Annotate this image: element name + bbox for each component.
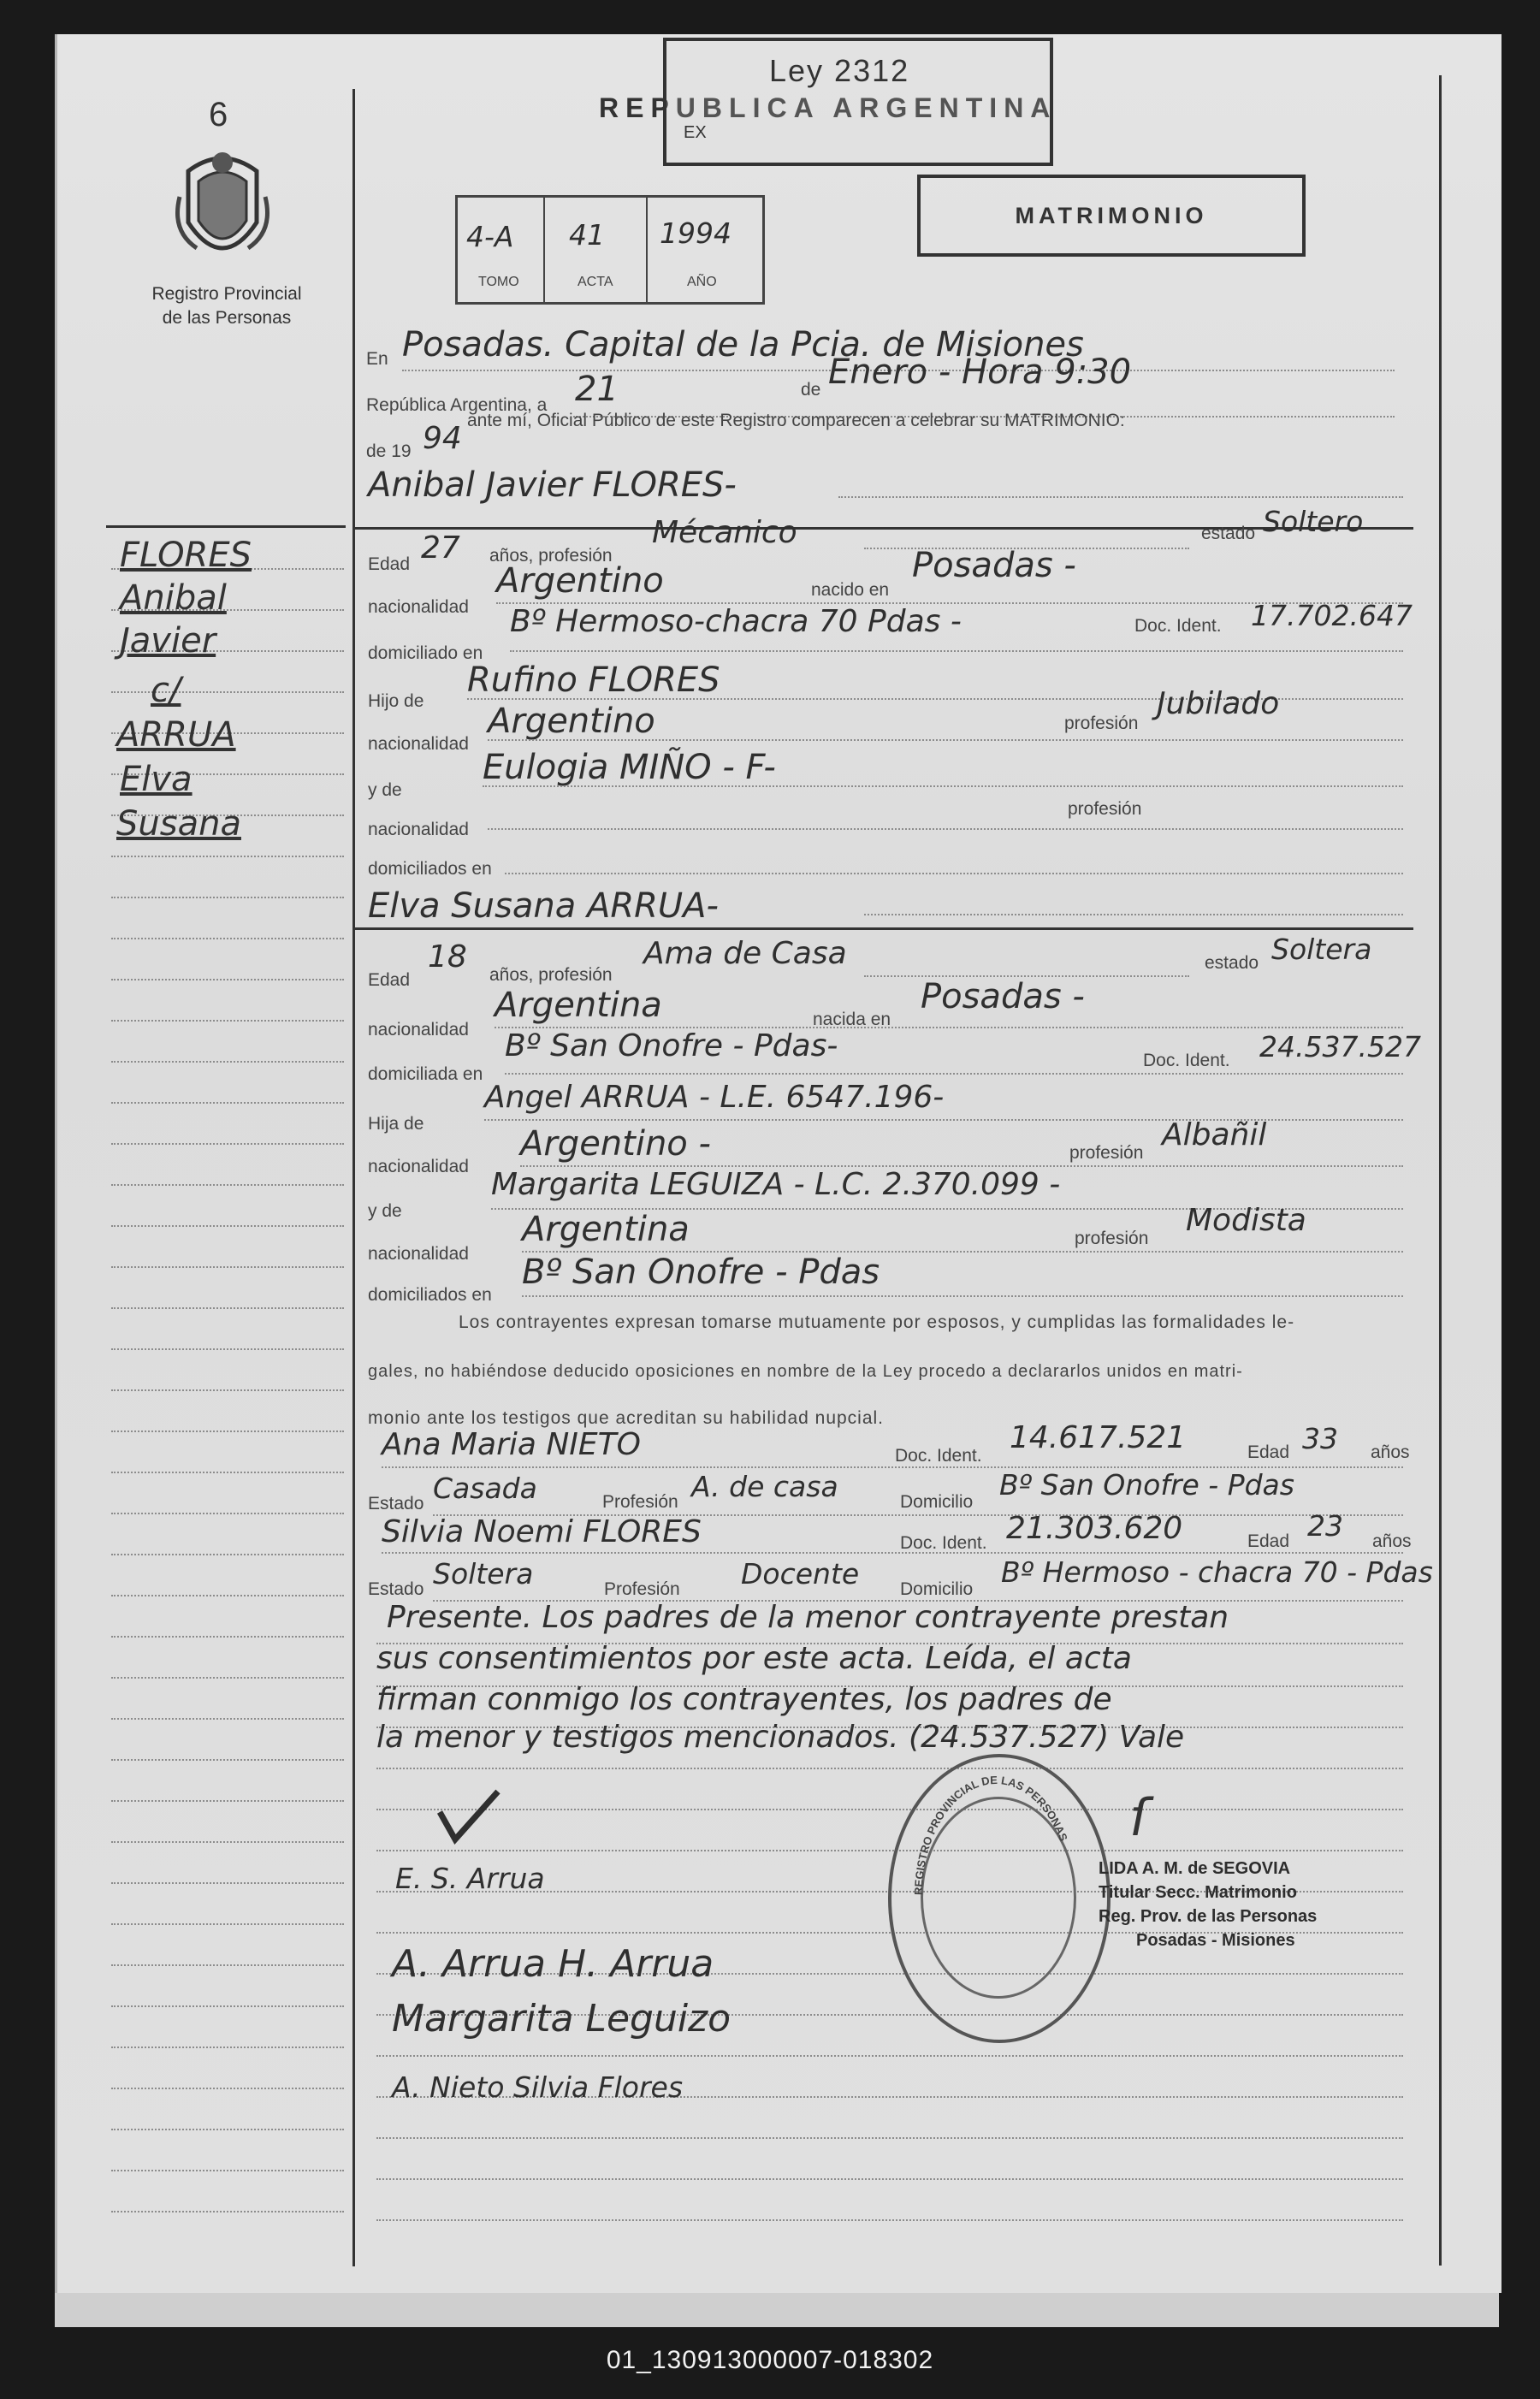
margin-connector: c/	[151, 671, 181, 710]
intro-place: Posadas. Capital de la Pcia. de Misiones	[402, 325, 1084, 364]
bride-father-nac-label: nacionalidad	[368, 1157, 469, 1176]
page-bottom-strip	[55, 2293, 1499, 2327]
law-stamp-ex: EX	[684, 123, 707, 142]
bride-anos-label: años, profesión	[489, 965, 613, 985]
official-org: Reg. Prov. de las Personas	[1099, 1907, 1318, 1926]
registry-name-line2: de las Personas	[162, 308, 292, 328]
bride-dom-label: domiciliada en	[368, 1064, 483, 1084]
witness2-anos-label: años	[1372, 1531, 1412, 1551]
acta-value: 41	[569, 218, 605, 252]
bride-yde-label: y de	[368, 1201, 402, 1221]
groom-estado: Soltero	[1263, 505, 1364, 538]
bride-address: Bº San Onofre - Pdas-	[505, 1028, 838, 1063]
note-line2: sus consentimientos por este acta. Leída, el acta	[376, 1641, 1132, 1676]
bride-mother-prof-label: profesión	[1075, 1229, 1149, 1248]
signature-3: Margarita Leguizo	[392, 1997, 732, 2041]
groom-address: Bº Hermoso-chacra 70 Pdas -	[510, 604, 962, 639]
groom-father-profession: Jubilado	[1157, 686, 1280, 721]
record-type-box: MATRIMONIO	[917, 175, 1306, 257]
witness2-doc: 21.303.620	[1006, 1511, 1183, 1546]
intro-month-time: Enero - Hora 9:30	[828, 352, 1132, 392]
margin-surname2: ARRUA	[116, 715, 236, 755]
signature-2: A. Arrua H. Arrua	[392, 1942, 714, 1986]
bride-domiciliados-label: domiciliados en	[368, 1285, 492, 1305]
tomo-value: 4-A	[466, 220, 514, 253]
witness1-address: Bº San Onofre - Pdas	[999, 1468, 1294, 1502]
groom-nac-label: nacionalidad	[368, 597, 469, 617]
bride-estado-label: estado	[1205, 953, 1259, 973]
witness1-doc-label: Doc. Ident.	[895, 1446, 982, 1466]
witness1-dom-label: Domicilio	[900, 1492, 974, 1512]
groom-mother: Eulogia MIÑO - F-	[483, 748, 776, 787]
groom-father-nationality: Argentino	[488, 702, 655, 741]
margin-first4: Susana	[116, 804, 241, 844]
page-number: 6	[209, 96, 228, 133]
official-city: Posadas - Misiones	[1136, 1931, 1295, 1950]
bride-hija-label: Hija de	[368, 1114, 424, 1134]
tomo-label: TOMO	[478, 275, 519, 289]
country-title: REPUBLICA ARGENTINA	[599, 92, 1057, 123]
groom-father-prof-label: profesión	[1064, 714, 1139, 733]
margin-surname: FLORES	[120, 536, 252, 575]
bride-age: 18	[428, 939, 467, 974]
margin-first3: Elva	[120, 760, 192, 799]
witness2-age: 23	[1307, 1509, 1343, 1543]
right-frame-rule	[1439, 75, 1442, 2266]
seal-text: REGISTRO PROVINCIAL DE LAS PERSONAS	[911, 1773, 1070, 1896]
bride-doc: 24.537.527	[1259, 1030, 1421, 1063]
law-stamp-text: Ley 2312	[769, 53, 910, 88]
official-name: LIDA A. M. de SEGOVIA	[1099, 1859, 1291, 1878]
groom-domiciliados-label: domiciliados en	[368, 859, 492, 879]
coat-of-arms-icon	[171, 145, 274, 278]
official-block	[1099, 1857, 1317, 1952]
declaration-line2: gales, no habiéndose deducido oposiciones en nombre de la Ley procedo a declararlos unidos en matri-	[368, 1362, 1243, 1381]
witness2-estado-label: Estado	[368, 1579, 424, 1599]
witness2-estado: Soltera	[433, 1557, 534, 1590]
note-line1: Presente. Los padres de la menor contrayente prestan	[387, 1600, 1229, 1635]
bride-nationality: Argentina	[495, 986, 662, 1025]
groom-hijo-label: Hijo de	[368, 691, 424, 711]
groom-doc-label: Doc. Ident.	[1134, 616, 1222, 636]
witness2-address: Bº Hermoso - chacra 70 - Pdas	[1001, 1555, 1433, 1589]
bride-nacida-label: nacida en	[813, 1010, 891, 1029]
bride-mother-profession: Modista	[1186, 1203, 1306, 1238]
intro-day: 21	[575, 370, 619, 409]
groom-profession: Mécanico	[652, 515, 797, 550]
bride-profession: Ama de Casa	[643, 936, 847, 971]
margin-first2: Javier	[120, 621, 216, 660]
image-id-caption: 01_130913000007-018302	[606, 2346, 934, 2374]
signature-4: A. Nieto Silvia Flores	[392, 2070, 684, 2104]
intro-de-label: de	[801, 380, 821, 400]
witness1-name: Ana Maria NIETO	[382, 1427, 641, 1462]
witness1-estado: Casada	[433, 1472, 537, 1505]
note-line3: firman conmigo los contrayentes, los padres de	[376, 1682, 1112, 1717]
declaration-line1: Los contrayentes expresan tomarse mutuamente por esposos, y cumplidas las formalidades le-	[459, 1312, 1295, 1332]
witness2-dom-label: Domicilio	[900, 1579, 974, 1599]
bride-father-nationality: Argentino -	[520, 1124, 711, 1164]
bride-father: Angel ARRUA - L.E. 6547.196-	[484, 1080, 945, 1115]
bride-nac-label: nacionalidad	[368, 1020, 469, 1040]
witness1-estado-label: Estado	[368, 1494, 424, 1513]
law-stamp	[663, 38, 1053, 166]
witness2-doc-label: Doc. Ident.	[900, 1533, 987, 1553]
note-line4: la menor y testigos mencionados. (24.537.527) Vale	[376, 1720, 1185, 1755]
bride-parents-address: Bº San Onofre - Pdas	[522, 1253, 880, 1292]
acta-box	[455, 195, 765, 305]
official-title: Titular Secc. Matrimonio	[1099, 1883, 1297, 1902]
groom-yde-label: y de	[368, 780, 402, 800]
witness1-prof-label: Profesión	[602, 1492, 678, 1512]
certificate-page	[55, 34, 1502, 2293]
witness2-profession: Docente	[741, 1557, 860, 1590]
groom-anos-label: años, profesión	[489, 546, 613, 566]
checkmark-icon	[435, 1786, 503, 1851]
registry-name-line1: Registro Provincial	[151, 284, 302, 304]
en-label: En	[366, 349, 388, 369]
groom-father: Rufino FLORES	[467, 660, 720, 700]
groom-mother-prof-label: profesión	[1068, 799, 1142, 819]
left-column-rule	[352, 89, 355, 2266]
groom-doc: 17.702.647	[1251, 599, 1413, 632]
svg-text:REGISTRO PROVINCIAL DE LAS PER	[912, 1774, 1070, 1895]
groom-name: Anibal Javier FLORES-	[368, 465, 737, 505]
bride-doc-label: Doc. Ident.	[1143, 1051, 1230, 1070]
groom-birthplace: Posadas -	[912, 546, 1076, 585]
bride-father-prof-label: profesión	[1069, 1143, 1144, 1163]
registry-name	[111, 282, 342, 330]
margin-first1: Anibal	[120, 578, 227, 618]
declaration-line3: monio ante los testigos que acreditan su habilidad nupcial.	[368, 1408, 885, 1428]
year-prefix: de 19	[366, 441, 412, 461]
bride-edad-label: Edad	[368, 970, 411, 990]
bride-mother: Margarita LEGUIZA - L.C. 2.370.099 -	[491, 1167, 1061, 1202]
bride-father-profession: Albañil	[1162, 1117, 1267, 1152]
bride-mother-nac-label: nacionalidad	[368, 1244, 469, 1264]
intro-statement: ante mí, Oficial Público de este Registro comparecen a celebrar su MATRIMONIO:	[467, 411, 1125, 430]
bride-estado: Soltera	[1271, 933, 1372, 966]
witness1-anos-label: años	[1371, 1442, 1410, 1462]
groom-estado-label: estado	[1201, 524, 1256, 543]
witness1-doc: 14.617.521	[1010, 1420, 1187, 1455]
witness1-edad-label: Edad	[1247, 1442, 1290, 1462]
groom-age: 27	[421, 530, 460, 566]
anio-value: 1994	[660, 216, 732, 250]
groom-edad-label: Edad	[368, 554, 411, 574]
groom-dom-label: domiciliado en	[368, 643, 483, 663]
acta-label: ACTA	[578, 275, 613, 289]
witness1-age: 33	[1302, 1422, 1338, 1455]
witness2-name: Silvia Noemi FLORES	[382, 1514, 702, 1549]
witness2-edad-label: Edad	[1247, 1531, 1290, 1551]
official-signature: ſ	[1129, 1788, 1148, 1848]
signature-1: E. S. Arrua	[395, 1862, 545, 1895]
bride-name: Elva Susana ARRUA-	[368, 886, 719, 926]
intro-year: 94	[423, 421, 462, 456]
bride-birthplace: Posadas -	[921, 977, 1085, 1016]
groom-nationality: Argentino	[496, 561, 664, 601]
witness2-prof-label: Profesión	[604, 1579, 680, 1599]
groom-father-nac-label: nacionalidad	[368, 734, 469, 754]
bride-mother-nationality: Argentina	[522, 1210, 690, 1249]
groom-mother-nac-label: nacionalidad	[368, 820, 469, 839]
republica-label: República Argentina, a	[366, 395, 548, 415]
anio-label: AÑO	[687, 275, 717, 289]
groom-nacido-label: nacido en	[811, 580, 890, 600]
witness1-profession: A. de casa	[691, 1470, 838, 1503]
official-seal	[888, 1754, 1111, 2043]
